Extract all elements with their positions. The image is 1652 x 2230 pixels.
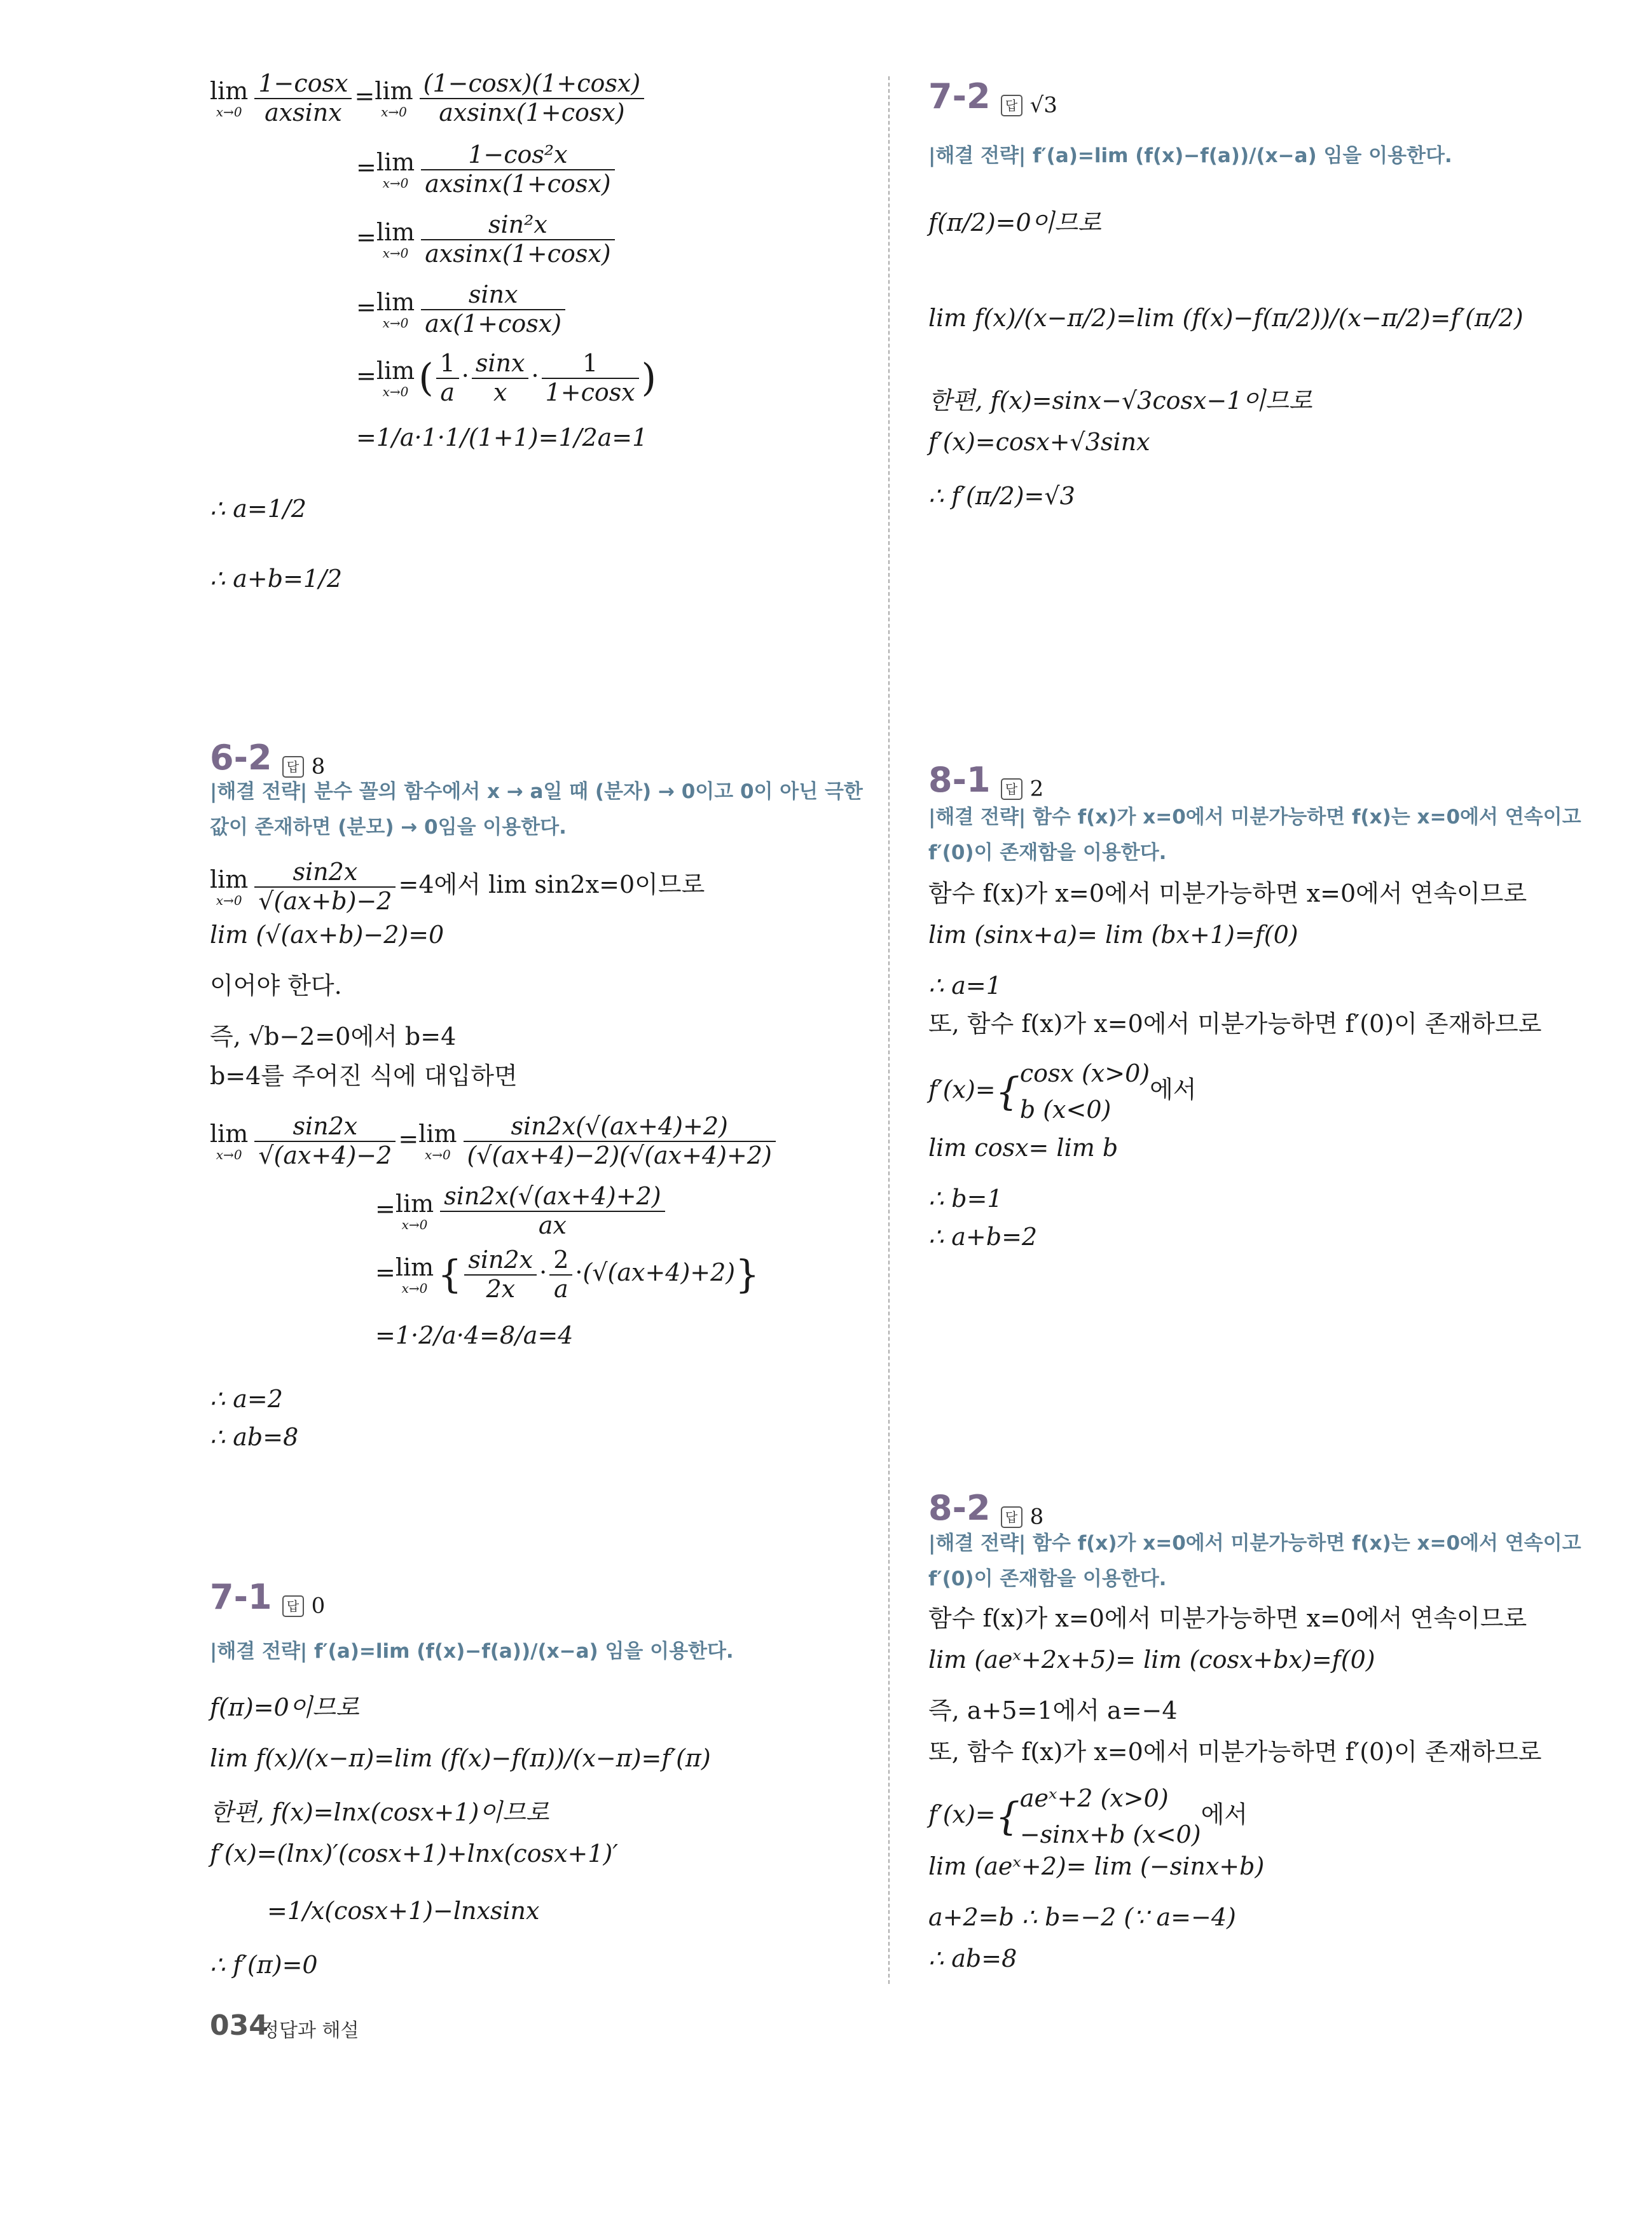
strategy-6-2: |해결 전략| 분수 꼴의 함수에서 x → a일 때 (분자) → 0이고 0이 아닌 극한 값이 존재하면 (분모) → 0임을 이용한다. <box>210 780 863 839</box>
result-a: ∴ a=1/2 <box>210 495 306 523</box>
p71-line-2: lim f(x)/(x−π)=lim (f(x)−f(π))/(x−π)=f′(π) <box>210 1744 711 1772</box>
problem-8-1-header: 8-1 답 2 <box>928 760 1044 802</box>
page-footer-title: 정답과 해설 <box>261 2020 359 2042</box>
p82-line-4: 또, 함수 f(x)가 x=0에서 미분가능하면 f′(0)이 존재하므로 <box>928 1738 1542 1766</box>
p62-result-1: ∴ a=2 <box>210 1385 283 1413</box>
strategy-7-2: |해결 전략| f′(a)=lim (f(x)−f(a))/(x−a) 임을 이용한다. <box>928 144 1452 167</box>
strategy-8-1: |해결 전략| 함수 f(x)가 x=0에서 미분가능하면 f(x)는 x=0에서 연속이고 f′(0)이 존재함을 이용한다. <box>928 806 1581 864</box>
p62-line-5: b=4를 주어진 식에 대입하면 <box>210 1062 518 1090</box>
p81-line-6: lim cosx= lim b <box>928 1134 1119 1162</box>
p62-line-6: lim x→0 $\frac{\sin 2x}{√(ax+4)-2}$ = lim x→0 $\frac{\sin 2x(√(ax+4)+2)}{(√(ax+4)-2)(√(ax+4)+2)}$ <box>210 1113 778 1169</box>
p82-piecewise: f′(x)={ aeˣ+2 (x>0) −sinx+b (x<0) 에서 <box>928 1784 1248 1848</box>
eq-line-1: lim x→0 $\frac{1-\cos x}{axsinx}$ = lim x→0 $\frac{(1-\cos x)(1+\cos x)}{axsinx(1+\cos x)}$ <box>210 70 647 127</box>
p71-line-1: f(π)=0이므로 <box>210 1693 359 1721</box>
p82-line-8: ∴ ab=8 <box>928 1944 1017 1972</box>
eq-line-3: = lim x→0 $\frac{\text{sin²x}}{axsinx(1+\cos x)}$ <box>356 211 617 268</box>
eq-line-2: = lim x→0 $\frac{\text{1−cos²x}}{axsinx(1+\cos x)}$ <box>356 141 617 198</box>
p82-line-3: 즉, a+5=1에서 a=−4 <box>928 1697 1178 1724</box>
page-number: 034 <box>210 2009 268 2042</box>
problem-7-2-header: 7-2 답 √3 <box>928 76 1057 118</box>
p81-line-7: ∴ b=1 <box>928 1185 1003 1213</box>
strategy-7-1: |해결 전략| f′(a)=lim (f(x)−f(a))/(x−a) 임을 이용한다. <box>210 1640 734 1663</box>
p81-line-8: ∴ a+b=2 <box>928 1223 1038 1251</box>
p62-line-3: 이어야 한다. <box>210 972 342 1000</box>
p62-line-7: = lim x→0 $\frac{\sin 2x(√(ax+4)+2)}{ax}$ <box>375 1183 668 1239</box>
problem-7-1-header: 7-1 답 0 <box>210 1577 326 1619</box>
p72-result: ∴ f′(π/2)=√3 <box>928 482 1075 510</box>
p72-line-2: lim f(x)/(x−π/2)=lim (f(x)−f(π/2))/(x−π/2)=f′(π/2) <box>928 304 1524 332</box>
p72-line-4: f′(x)=cosx+√3sinx <box>928 428 1150 456</box>
p82-line-7: a+2=b ∴ b=−2 (∵ a=−4) <box>928 1903 1236 1931</box>
p82-line-1: 함수 f(x)가 x=0에서 미분가능하면 x=0에서 연속이므로 <box>928 1604 1527 1632</box>
p62-line-4: 즉, √b−2=0에서 b=4 <box>210 1022 457 1050</box>
column-divider <box>888 76 890 1984</box>
p71-line-3: 한편, f(x)=lnx(cosx+1)이므로 <box>210 1798 549 1826</box>
p81-piecewise: f′(x)={ cosx (x>0) b (x<0) 에서 <box>928 1059 1197 1124</box>
strategy-8-2: |해결 전략| 함수 f(x)가 x=0에서 미분가능하면 f(x)는 x=0에서 연속이고 f′(0)이 존재함을 이용한다. <box>928 1532 1581 1590</box>
problem-6-2-header: 6-2 답 8 <box>210 738 326 780</box>
p81-line-1: 함수 f(x)가 x=0에서 미분가능하면 x=0에서 연속이므로 <box>928 879 1527 907</box>
p71-result: ∴ f′(π)=0 <box>210 1951 318 1979</box>
p82-line-2: lim (aeˣ+2x+5)= lim (cosx+bx)=f(0) <box>928 1646 1375 1674</box>
p62-line-9: =1·2/a·4=8/a=4 <box>375 1321 574 1349</box>
eq-line-4: = lim x→0 $\frac{\sin x}{ax(1+\cos x)}$ <box>356 281 568 338</box>
p62-line-2: lim (√(ax+b)−2)=0 <box>210 921 444 949</box>
p81-line-4: 또, 함수 f(x)가 x=0에서 미분가능하면 f′(0)이 존재하므로 <box>928 1010 1542 1038</box>
result-a-plus-b: ∴ a+b=1/2 <box>210 565 343 593</box>
p72-line-3: 한편, f(x)=sinx−√3cosx−1이므로 <box>928 387 1312 415</box>
p71-line-4: f′(x)=(lnx)′(cosx+1)+lnx(cosx+1)′ <box>210 1840 618 1868</box>
p81-line-2: lim (sinx+a)= lim (bx+1)=f(0) <box>928 921 1298 949</box>
p71-line-5: =1/x(cosx+1)−lnxsinx <box>267 1897 540 1925</box>
p62-line-1: lim x→0 $\frac{\sin 2x}{√(ax+b)-2}$ =4에서 lim sin2x=0이므로 <box>210 858 705 915</box>
p62-result-2: ∴ ab=8 <box>210 1423 299 1451</box>
eq-line-5: = lim x→0 ( $\frac{1}{a}$ · $\frac{\sin x}{x}$ · $\frac{1}{1+\cos x}$ ) <box>356 349 657 406</box>
p82-line-6: lim (aeˣ+2)= lim (−sinx+b) <box>928 1852 1265 1880</box>
eq-line-6: =1/a·1·1/(1+1)=1/2a=1 <box>356 423 648 451</box>
p62-line-8: = lim x→0 { $\frac{\sin 2x}{2x}$ · $\frac{2}{a}$ ·(√(ax+4)+2)} <box>375 1246 760 1303</box>
problem-8-2-header: 8-2 답 8 <box>928 1488 1044 1530</box>
p72-line-1: f(π/2)=0이므로 <box>928 209 1101 237</box>
p81-line-3: ∴ a=1 <box>928 972 1002 1000</box>
